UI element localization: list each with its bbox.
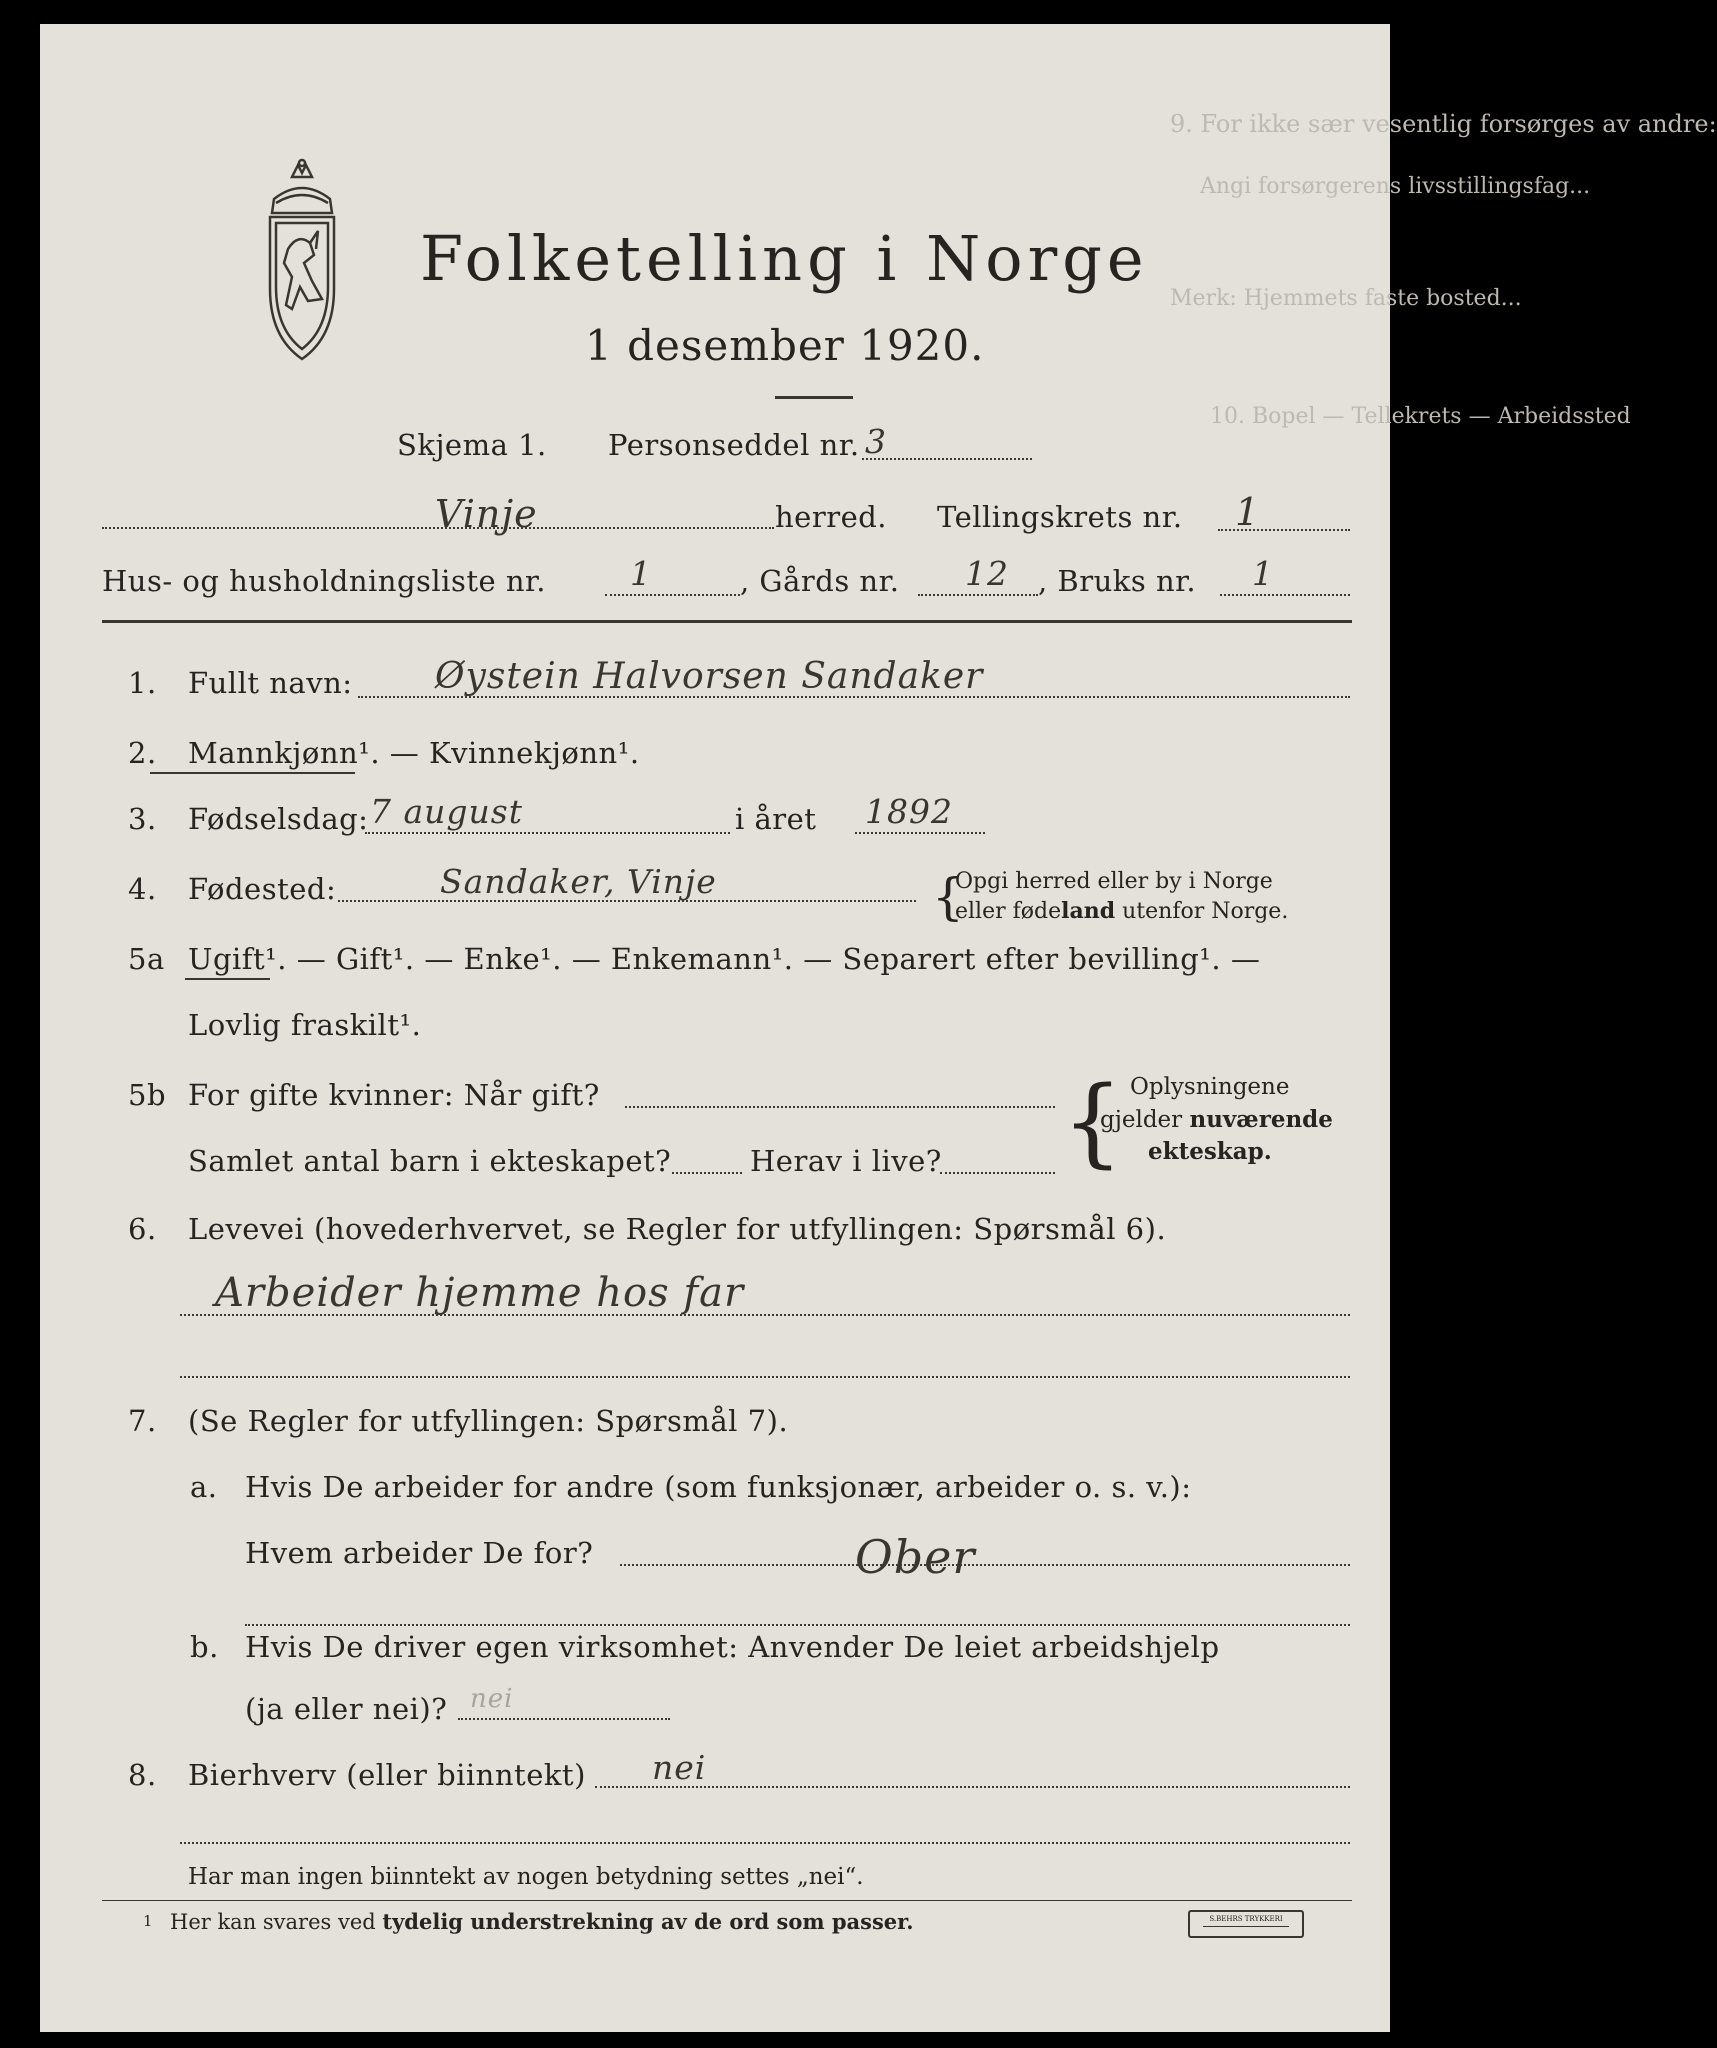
occupation-line-1 bbox=[180, 1314, 1350, 1316]
alive-label: Herav i live? bbox=[750, 1144, 942, 1178]
printer-stamp-text: S.BEHRS TRYKKERI bbox=[1209, 1915, 1283, 1923]
occupation-value: Arbeider hjemme hos far bbox=[215, 1270, 745, 1316]
hired-help-line bbox=[458, 1718, 670, 1720]
employer-value: Ober bbox=[855, 1530, 976, 1584]
q4-note-line1: Opgi herred eller by i Norge bbox=[955, 869, 1273, 894]
bruks-value: 1 bbox=[1252, 554, 1274, 593]
occupation-line-2 bbox=[180, 1376, 1350, 1378]
header-divider bbox=[102, 620, 1352, 623]
ugift-underline bbox=[185, 978, 270, 980]
children-label: Samlet antal barn i ekteskapet? bbox=[188, 1144, 672, 1178]
marital-status-options: Ugift¹. — Gift¹. — Enke¹. — Enkemann¹. — Separert efter bevilling¹. — bbox=[188, 942, 1261, 976]
hus-line bbox=[605, 594, 740, 596]
birth-year-value: 1892 bbox=[865, 792, 953, 831]
bruks-line bbox=[1220, 594, 1350, 596]
census-date: 1 desember 1920. bbox=[585, 321, 985, 370]
alive-line bbox=[940, 1172, 1055, 1174]
employer-line-2 bbox=[245, 1624, 1350, 1626]
birthplace-line bbox=[338, 900, 916, 902]
q6-number: 6. bbox=[128, 1212, 157, 1246]
tellingskrets-line bbox=[1218, 529, 1350, 531]
q5b-brace: { bbox=[1062, 1066, 1124, 1178]
when-married-line bbox=[625, 1106, 1055, 1108]
employer-line-1 bbox=[620, 1564, 1350, 1566]
side-income-line-2 bbox=[180, 1842, 1350, 1844]
q5a-number: 5a bbox=[128, 942, 165, 976]
q8-label: Bierhverv (eller biinntekt) bbox=[188, 1758, 586, 1792]
q2-number: 2. bbox=[128, 736, 157, 770]
birthday-value: 7 august bbox=[370, 792, 523, 831]
hired-help-label: (ja eller nei)? bbox=[245, 1692, 448, 1726]
q5b-note-line3: ekteskap. bbox=[1148, 1138, 1272, 1165]
no-income-note: Har man ingen biinntekt av nogen betydning settes „nei“. bbox=[188, 1864, 864, 1890]
birth-year-line bbox=[855, 832, 985, 834]
q3-number: 3. bbox=[128, 802, 157, 836]
herred-line bbox=[102, 527, 774, 529]
bruks-label: , Bruks nr. bbox=[1038, 564, 1197, 598]
printer-stamp bbox=[1188, 1910, 1304, 1938]
hus-label: Hus- og husholdningsliste nr. bbox=[102, 564, 546, 598]
q7a-text: Hvis De arbeider for andre (som funksjonær, arbeider o. s. v.): bbox=[245, 1470, 1192, 1504]
gards-value: 12 bbox=[965, 554, 1009, 593]
q4-label: Fødested: bbox=[188, 872, 337, 906]
birthday-line bbox=[365, 832, 730, 834]
q4-note-line2: eller fødeland utenfor Norge. bbox=[955, 898, 1289, 924]
footnote-number: 1 bbox=[143, 1912, 153, 1930]
title-divider bbox=[775, 396, 853, 399]
personseddel-line bbox=[862, 458, 1032, 460]
full-name-value: Øystein Halvorsen Sandaker bbox=[435, 656, 984, 697]
q7b-letter: b. bbox=[190, 1630, 219, 1664]
q1-number: 1. bbox=[128, 666, 157, 700]
q3-label: Fødselsdag: bbox=[188, 802, 369, 836]
personseddel-label: Personseddel nr. bbox=[608, 428, 860, 462]
side-income-line-1 bbox=[595, 1786, 1350, 1788]
when-married-label: For gifte kvinner: Når gift? bbox=[188, 1078, 600, 1112]
hus-value: 1 bbox=[630, 554, 652, 593]
q5b-number: 5b bbox=[128, 1078, 167, 1112]
gards-line bbox=[918, 594, 1038, 596]
birthplace-value: Sandaker, Vinje bbox=[440, 862, 717, 901]
herred-value: Vinje bbox=[435, 492, 538, 536]
hired-help-value: nei bbox=[470, 1684, 514, 1714]
q7b-text: Hvis De driver egen virksomhet: Anvender De leiet arbeidshjelp bbox=[245, 1630, 1220, 1664]
gards-label: , Gårds nr. bbox=[740, 564, 900, 598]
q6-label: Levevei (hovederhvervet, se Regler for utfyllingen: Spørsmål 6). bbox=[188, 1212, 1167, 1246]
form-title: Folketelling i Norge bbox=[420, 222, 1149, 295]
norwegian-coat-of-arms-icon bbox=[252, 159, 352, 374]
footer-divider bbox=[102, 1900, 1352, 1901]
gender-options: Mannkjønn¹. — Kvinnekjønn¹. bbox=[188, 736, 640, 770]
side-income-value: nei bbox=[652, 1748, 707, 1787]
mannkjonn-underline bbox=[150, 772, 355, 774]
q5b-note-line1: Oplysningene bbox=[1130, 1074, 1290, 1100]
marital-status-options-cont: Lovlig fraskilt¹. bbox=[188, 1008, 422, 1042]
q7-number: 7. bbox=[128, 1404, 157, 1438]
q7-label: (Se Regler for utfyllingen: Spørsmål 7). bbox=[188, 1404, 789, 1438]
full-name-line bbox=[358, 696, 1350, 698]
q4-number: 4. bbox=[128, 872, 157, 906]
children-line bbox=[672, 1172, 742, 1174]
personseddel-value: 3 bbox=[865, 422, 887, 461]
census-form-page: 9. For ikke sær vesentlig forsørges av andre: Angi forsørgerens livsstillingsfag... Merk: Hjemmets faste bosted... 10. Bopel — Tellekrets — Arbeidssted Folketelling i Norge 1 desember 1920. Skjema 1. Personseddel nr. 3 Vinje herred. Tellingskrets nr. 1 Hus- og husholdningsliste nr. 1 , Gårds nr. 12 , Bruks nr. 1 1. Fullt navn: Øystein Halvorsen Sandaker 2. Mannkjønn¹. — Kvinnekjønn¹. 3. Fødselsdag: 7 august i året 1892 4. Fødested: Sandaker, Vinje { Opgi herred eller by i Norge eller fødeland utenfor Norge. 5a Ugift¹. — Gift¹. — Enke¹. — Enkemann¹. — Separert efter bevilling¹. — Lovlig fraskilt¹. 5b For gifte kvinner: Når gift? Samlet antal barn i ekteskapet? Herav i live? { Oplysningene gjelder nuværende ekteskap. 6. Levevei (hovederhvervet, se Regler for utfyllingen: Spørsmål 6). Arbeider hjemme hos far 7. (Se Regler for utfyllingen: Spørsmål 7). a. Hvis De arbeider for andre (som funksjonær, arbeider o. s. v.): Hvem arbeider De for? Ober b. Hvis De driver egen virksomhet: Anvender De leiet arbeidshjelp (ja eller nei)? nei 8. Bierhverv (eller biinntekt) nei Har man ingen biinntekt av nogen betydning settes „nei“. 1 Her kan svares ved tydelig understrekning av de ord som passer. S.BEHRS TRYKKERI bbox=[40, 24, 1390, 2032]
q4-brace: { bbox=[932, 868, 964, 926]
schema-label: Skjema 1. bbox=[397, 428, 547, 462]
q7a-letter: a. bbox=[190, 1470, 218, 1504]
tellingskrets-value: 1 bbox=[1235, 490, 1261, 534]
tellingskrets-label: Tellingskrets nr. bbox=[937, 500, 1183, 534]
q5b-note-line2: gjelder nuværende bbox=[1100, 1106, 1333, 1133]
footnote-text: Her kan svares ved tydelig understrekning av de ord som passer. bbox=[170, 1909, 914, 1934]
year-label: i året bbox=[735, 802, 817, 836]
herred-label: herred. bbox=[775, 500, 888, 534]
employer-label: Hvem arbeider De for? bbox=[245, 1536, 594, 1570]
q8-number: 8. bbox=[128, 1758, 157, 1792]
q1-label: Fullt navn: bbox=[188, 666, 353, 700]
